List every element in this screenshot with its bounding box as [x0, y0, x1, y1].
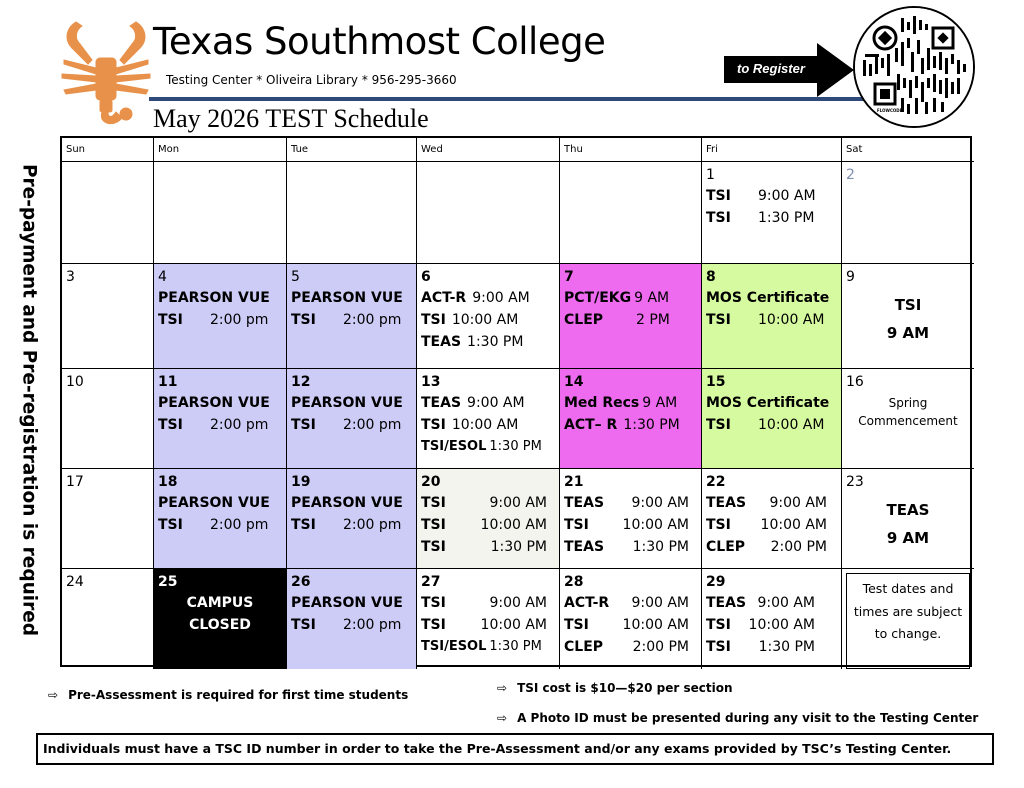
event-time: 9:00 AM [757, 595, 815, 611]
day-cell-19 [287, 469, 417, 569]
event-title: PEARSON VUE [158, 395, 270, 411]
event-time: 9:00 AM [769, 495, 827, 511]
event-name: TSI [158, 417, 183, 433]
day-number: 21 [564, 474, 584, 490]
day-number: 2 [846, 167, 855, 183]
event-name: TSI [158, 517, 183, 533]
event-time: 9:00 AM [467, 395, 525, 411]
event-name: PCT/EKG [564, 290, 632, 306]
page-title: May 2026 TEST Schedule [153, 104, 429, 133]
event-row [421, 592, 555, 614]
event-time: 10:00 AM [748, 617, 815, 633]
day-cell-20 [417, 469, 560, 569]
contact-subtitle: Testing Center * Oliveira Library * 956-295-3660 [166, 73, 457, 87]
tsc-id-requirement: Individuals must have a TSC ID number in order to take the Pre-Assessment and/or any exams provided by TSC’s Testing Center. [36, 733, 994, 765]
event-time: 1:30 PM [489, 439, 542, 454]
event-row [421, 514, 555, 536]
day-number: 14 [564, 374, 584, 390]
event-row [564, 536, 697, 558]
register-label: to Register [737, 61, 805, 76]
event-name: ACT-R [421, 290, 467, 306]
event-time: 2:00 PM [632, 639, 689, 655]
arrow-bullet-icon: ⇨ [497, 711, 508, 725]
day-cell-28 [560, 569, 702, 669]
day-cell-3 [62, 264, 154, 369]
day-cell-27 [417, 569, 560, 669]
event-time: 9:00 AM [758, 188, 816, 204]
event-center-time: 9 AM [886, 529, 930, 547]
event-center-name: TEAS [886, 501, 930, 519]
note-line-3: to change. [874, 626, 942, 641]
event-row [706, 614, 837, 636]
event-title: PEARSON VUE [291, 395, 403, 411]
day-cell-8 [702, 264, 842, 369]
day-cell-5 [287, 264, 417, 369]
event-name: TSI [291, 617, 316, 633]
event-name: TSI [291, 417, 316, 433]
event-row [158, 514, 282, 536]
event-row [706, 414, 837, 436]
event-name: CLEP [564, 312, 604, 328]
event-row [564, 614, 697, 636]
event-time: 1:30 PM [623, 417, 680, 433]
event-time: 10:00 AM [451, 417, 519, 433]
event-row [564, 514, 697, 536]
day-number: 16 [846, 374, 864, 390]
weekday-sun: Sun [62, 138, 154, 162]
event-name: TSI [421, 495, 446, 511]
prepayment-side-note [4, 160, 54, 640]
event-center-name: TSI [894, 296, 922, 314]
note-text: Pre-Assessment is required for first time students [68, 688, 409, 702]
notes-section [0, 676, 1024, 736]
side-note-text: Pre-payment and Pre-registration is required [18, 163, 40, 637]
event-name: TEAS [421, 334, 462, 350]
event-row [564, 392, 697, 414]
day-number: 15 [706, 374, 726, 390]
closed-line-2: CLOSED [189, 617, 251, 633]
event-time: 2:00 pm [210, 312, 269, 328]
register-arrow [724, 43, 854, 97]
day-cell-14 [560, 369, 702, 469]
weekday-wed: Wed [417, 138, 560, 162]
event-name: TEAS [706, 495, 747, 511]
event-row [564, 287, 697, 309]
event-row [706, 309, 837, 331]
event-time: 9:00 AM [489, 495, 547, 511]
event-name: TSI [421, 595, 446, 611]
day-cell-13 [417, 369, 560, 469]
college-name: Texas Southmost College [153, 20, 606, 63]
event-name: TSI [421, 517, 446, 533]
day-cell-21 [560, 469, 702, 569]
event-time: 9:00 AM [489, 595, 547, 611]
day-number: 18 [158, 474, 178, 490]
event-title: PEARSON VUE [158, 290, 270, 306]
day-cell-empty [560, 162, 702, 264]
event-row [564, 309, 697, 331]
day-cell-26 [287, 569, 417, 669]
day-cell-25-closed [154, 569, 287, 669]
day-number: 9 [846, 269, 855, 285]
event-time: 1:30 PM [467, 334, 524, 350]
event-name: TSI [421, 417, 446, 433]
event-row [291, 614, 412, 636]
event-row [421, 636, 555, 658]
day-cell-empty [62, 162, 154, 264]
day-number: 17 [66, 474, 84, 490]
event-time: 9 AM [642, 395, 678, 411]
event-name: TSI [421, 312, 446, 328]
event-title: MOS Certificate [706, 290, 830, 306]
event-name: TSI [706, 312, 731, 328]
event-title: MOS Certificate [706, 395, 830, 411]
event-row [291, 514, 412, 536]
day-cell-empty [154, 162, 287, 264]
event-row [706, 636, 837, 658]
day-number: 1 [706, 167, 715, 183]
day-number: 11 [158, 374, 178, 390]
event-title: PEARSON VUE [291, 595, 403, 611]
event-time: 10:00 AM [622, 517, 689, 533]
event-name: TSI [564, 617, 589, 633]
note-pre-assessment [48, 688, 408, 702]
day-cell-18 [154, 469, 287, 569]
event-row [158, 414, 282, 436]
day-cell-4 [154, 264, 287, 369]
day-cell-11 [154, 369, 287, 469]
day-number: 6 [421, 269, 431, 285]
event-row [421, 392, 555, 414]
header-divider [149, 97, 869, 101]
day-cell-15 [702, 369, 842, 469]
day-cell-empty [287, 162, 417, 264]
day-number: 23 [846, 474, 864, 490]
event-row [706, 514, 837, 536]
event-name: TSI [706, 417, 731, 433]
event-name: Med Recs [564, 395, 640, 411]
event-name: TSI [564, 517, 589, 533]
weekday-fri: Fri [702, 138, 842, 162]
event-row [706, 207, 837, 229]
event-row [421, 436, 555, 458]
event-time: 2:00 pm [210, 417, 269, 433]
day-cell-2 [842, 162, 974, 264]
event-time: 2:00 pm [210, 517, 269, 533]
arrow-bullet-icon: ⇨ [48, 688, 59, 702]
arrow-right-icon [817, 43, 854, 97]
day-cell-22 [702, 469, 842, 569]
event-name: TSI [706, 210, 731, 226]
event-row [706, 592, 837, 614]
event-time: 10:00 AM [451, 312, 519, 328]
day-number: 20 [421, 474, 441, 490]
event-row [564, 492, 697, 514]
note-text: TSI cost is $10—$20 per section [517, 681, 733, 695]
day-number: 13 [421, 374, 441, 390]
event-title: PEARSON VUE [158, 495, 270, 511]
event-name: ACT-R [564, 595, 610, 611]
event-time: 9 AM [634, 290, 670, 306]
day-cell-16 [842, 369, 974, 469]
event-time: 2:00 pm [343, 417, 402, 433]
event-name: TEAS [706, 595, 747, 611]
day-number: 10 [66, 374, 84, 390]
event-name: TSI [421, 539, 446, 555]
event-commencement: Commencement [858, 414, 958, 428]
event-title: PEARSON VUE [291, 290, 403, 306]
qr-brand: FLOWCODE [877, 108, 903, 113]
event-name: TSI [158, 312, 183, 328]
event-name: CLEP [564, 639, 604, 655]
event-name: TSI [706, 617, 731, 633]
event-time: 9:00 AM [631, 595, 689, 611]
event-name: TSI [421, 617, 446, 633]
event-time: 1:30 PM [758, 639, 815, 655]
event-time: 2:00 PM [770, 539, 827, 555]
day-cell-23 [842, 469, 974, 569]
event-name: TSI/ESOL [421, 639, 487, 654]
event-time: 1:30 PM [632, 539, 689, 555]
event-row [421, 287, 555, 309]
day-cell-12 [287, 369, 417, 469]
event-row [158, 309, 282, 331]
calendar-grid [60, 136, 972, 667]
day-number: 5 [291, 269, 300, 285]
event-time: 2:00 pm [343, 617, 402, 633]
day-number: 26 [291, 574, 311, 590]
day-number: 3 [66, 269, 75, 285]
event-row [421, 492, 555, 514]
event-row [421, 309, 555, 331]
closed-line-1: CAMPUS [186, 595, 254, 611]
event-time: 2 PM [636, 312, 670, 328]
day-cell-1 [702, 162, 842, 264]
weekday-thu: Thu [560, 138, 702, 162]
event-row [706, 492, 837, 514]
arrow-bullet-icon: ⇨ [497, 681, 508, 695]
day-number: 22 [706, 474, 726, 490]
note-tsi-cost [497, 681, 733, 695]
qr-code-icon[interactable] [853, 6, 975, 128]
event-name: TEAS [564, 495, 605, 511]
note-line-2: times are subject [853, 603, 963, 619]
event-row [564, 636, 697, 658]
event-name: TSI [706, 517, 731, 533]
event-name: TSI [291, 312, 316, 328]
day-number: 25 [158, 574, 178, 590]
event-title: PEARSON VUE [291, 495, 403, 511]
day-cell-10 [62, 369, 154, 469]
event-time: 10:00 AM [760, 517, 827, 533]
day-cell-17 [62, 469, 154, 569]
scorpion-logo-icon [58, 14, 154, 126]
event-time: 10:00 AM [622, 617, 689, 633]
event-name: ACT– R [564, 417, 618, 433]
event-spring: Spring [888, 396, 928, 410]
event-time: 10:00 AM [480, 617, 547, 633]
event-row [291, 414, 412, 436]
schedule-change-note [842, 569, 974, 669]
event-name: TEAS [421, 395, 462, 411]
event-time: 1:30 PM [490, 539, 547, 555]
event-row [291, 309, 412, 331]
day-cell-24 [62, 569, 154, 669]
day-number: 7 [564, 269, 574, 285]
event-time: 9:00 AM [472, 290, 530, 306]
day-number: 8 [706, 269, 716, 285]
event-time: 9:00 AM [631, 495, 689, 511]
event-row [421, 331, 555, 353]
event-row [421, 536, 555, 558]
day-number: 19 [291, 474, 311, 490]
event-name: CLEP [706, 539, 746, 555]
note-line-1: Test dates and [862, 581, 954, 596]
day-number: 27 [421, 574, 441, 590]
event-time: 10:00 AM [758, 417, 825, 433]
day-cell-6 [417, 264, 560, 369]
weekday-sat: Sat [842, 138, 974, 162]
event-time: 2:00 pm [343, 517, 402, 533]
event-time: 2:00 pm [343, 312, 402, 328]
event-row [564, 592, 697, 614]
event-row [706, 185, 837, 207]
day-cell-7 [560, 264, 702, 369]
event-row [706, 536, 837, 558]
day-cell-empty [417, 162, 560, 264]
event-name: TEAS [564, 539, 605, 555]
weekday-tue: Tue [287, 138, 417, 162]
event-name: TSI [291, 517, 316, 533]
day-number: 4 [158, 269, 167, 285]
note-text: A Photo ID must be presented during any visit to the Testing Center [517, 711, 979, 725]
note-photo-id [497, 711, 978, 725]
event-row [421, 414, 555, 436]
day-number: 29 [706, 574, 726, 590]
event-name: TSI [706, 188, 731, 204]
event-name: TSI/ESOL [421, 439, 487, 454]
event-time: 1:30 PM [489, 639, 542, 654]
event-row [421, 614, 555, 636]
day-cell-29 [702, 569, 842, 669]
day-number: 12 [291, 374, 311, 390]
weekday-mon: Mon [154, 138, 287, 162]
day-number: 28 [564, 574, 584, 590]
event-time: 10:00 AM [480, 517, 547, 533]
day-number: 24 [66, 574, 84, 590]
day-cell-9 [842, 264, 974, 369]
event-center-time: 9 AM [886, 324, 930, 342]
event-time: 10:00 AM [758, 312, 825, 328]
event-name: TSI [706, 639, 731, 655]
event-row [564, 414, 697, 436]
event-time: 1:30 PM [758, 210, 815, 226]
